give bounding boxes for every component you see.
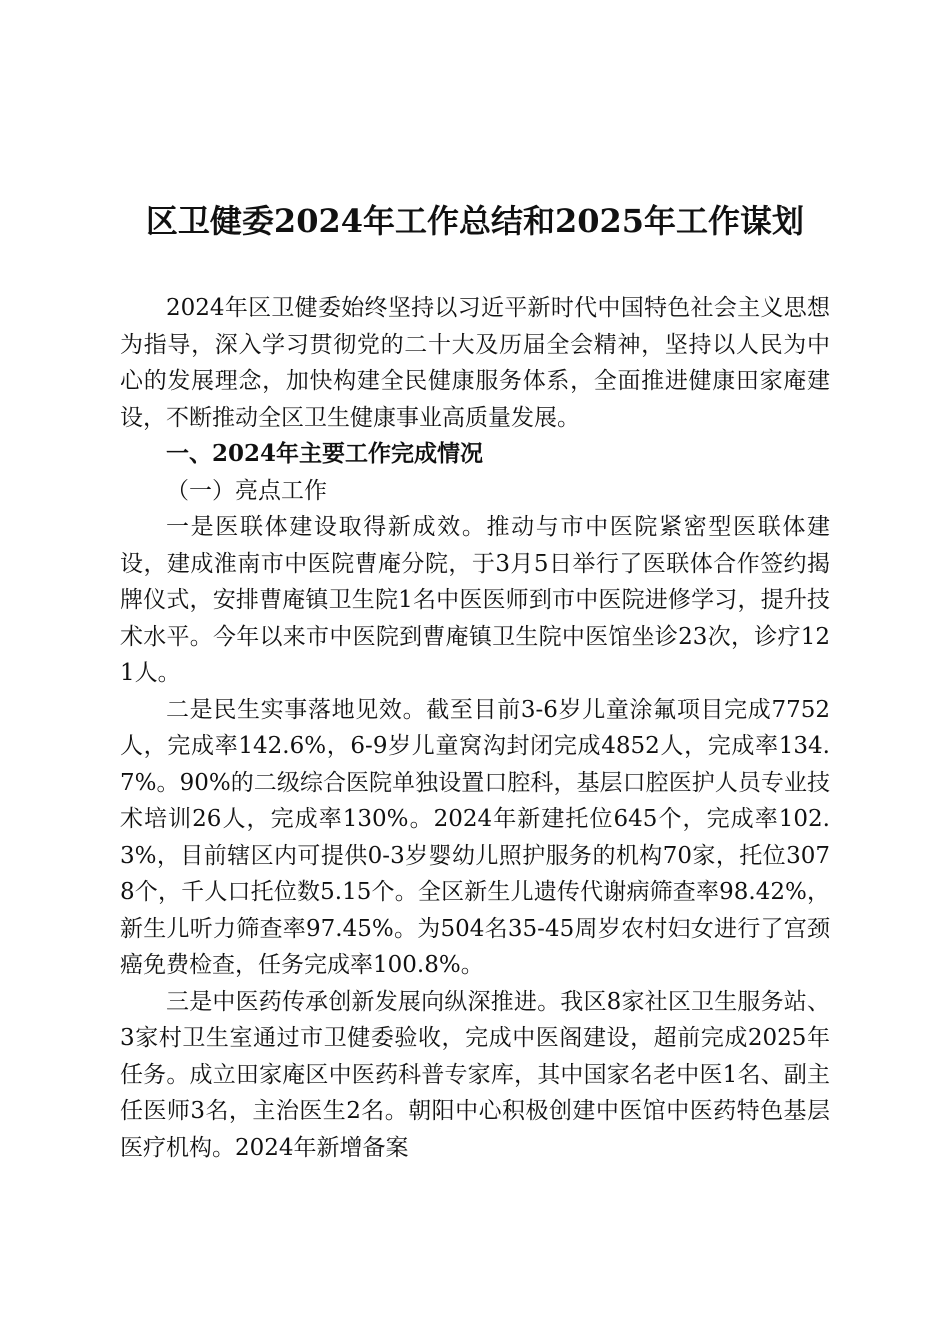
paragraph-livelihood-projects: 二是民生实事落地见效。截至目前3-6岁儿童涂氟项目完成7752人，完成率142.6%，6-9岁儿童窝沟封闭完成4852人，完成率134.7%。90%的二级综合医院单独设置口腔科，基层口腔医护人员专业技术培训26人，完成率130%。2024年新建托位645个，完成率102.3%，目前辖区内可提供0-3岁婴幼儿照护服务的机构70家，托位3078个，千人口托位数5.15个。全区新生儿遗传代谢病筛查率98.42%，新生儿听力筛查率97.45%。为504名35-45周岁农村妇女进行了宫颈癌免费检查，任务完成率100.8%。 xyxy=(120,696,830,978)
document-title: 区卫健委2024年工作总结和2025年工作谋划 xyxy=(145,202,805,240)
paragraph-medical-alliance: 一是医联体建设取得新成效。推动与市中医院紧密型医联体建设，建成淮南市中医院曹庵分院，于3月5日举行了医联体合作签约揭牌仪式，安排曹庵镇卫生院1名中医医师到市中医院进修学习，提升技术水平。今年以来市中医院到曹庵镇卫生院中医馆坐诊23次，诊疗121人。 xyxy=(120,514,830,686)
section-heading: 一、2024年主要工作完成情况 xyxy=(166,440,484,467)
document-body xyxy=(120,290,830,1166)
paragraph-tcm-development: 三是中医药传承创新发展向纵深推进。我区8家社区卫生服务站、3家村卫生室通过市卫健委验收，完成中医阁建设，超前完成2025年任务。成立田家庵区中医药科普专家库，其中国家名老中医1名、副主任医师3名，主治医生2名。朝阳中心积极创建中医馆中医药特色基层医疗机构。2024年新增备案 xyxy=(120,988,830,1161)
intro-paragraph: 2024年区卫健委始终坚持以习近平新时代中国特色社会主义思想为指导，深入学习贯彻党的二十大及历届全会精神，坚持以人民为中心的发展理念，加快构建全民健康服务体系，全面推进健康田家庵建设，不断推动全区卫生健康事业高质量发展。 xyxy=(120,295,830,431)
subsection-heading: （一）亮点工作 xyxy=(166,477,327,504)
